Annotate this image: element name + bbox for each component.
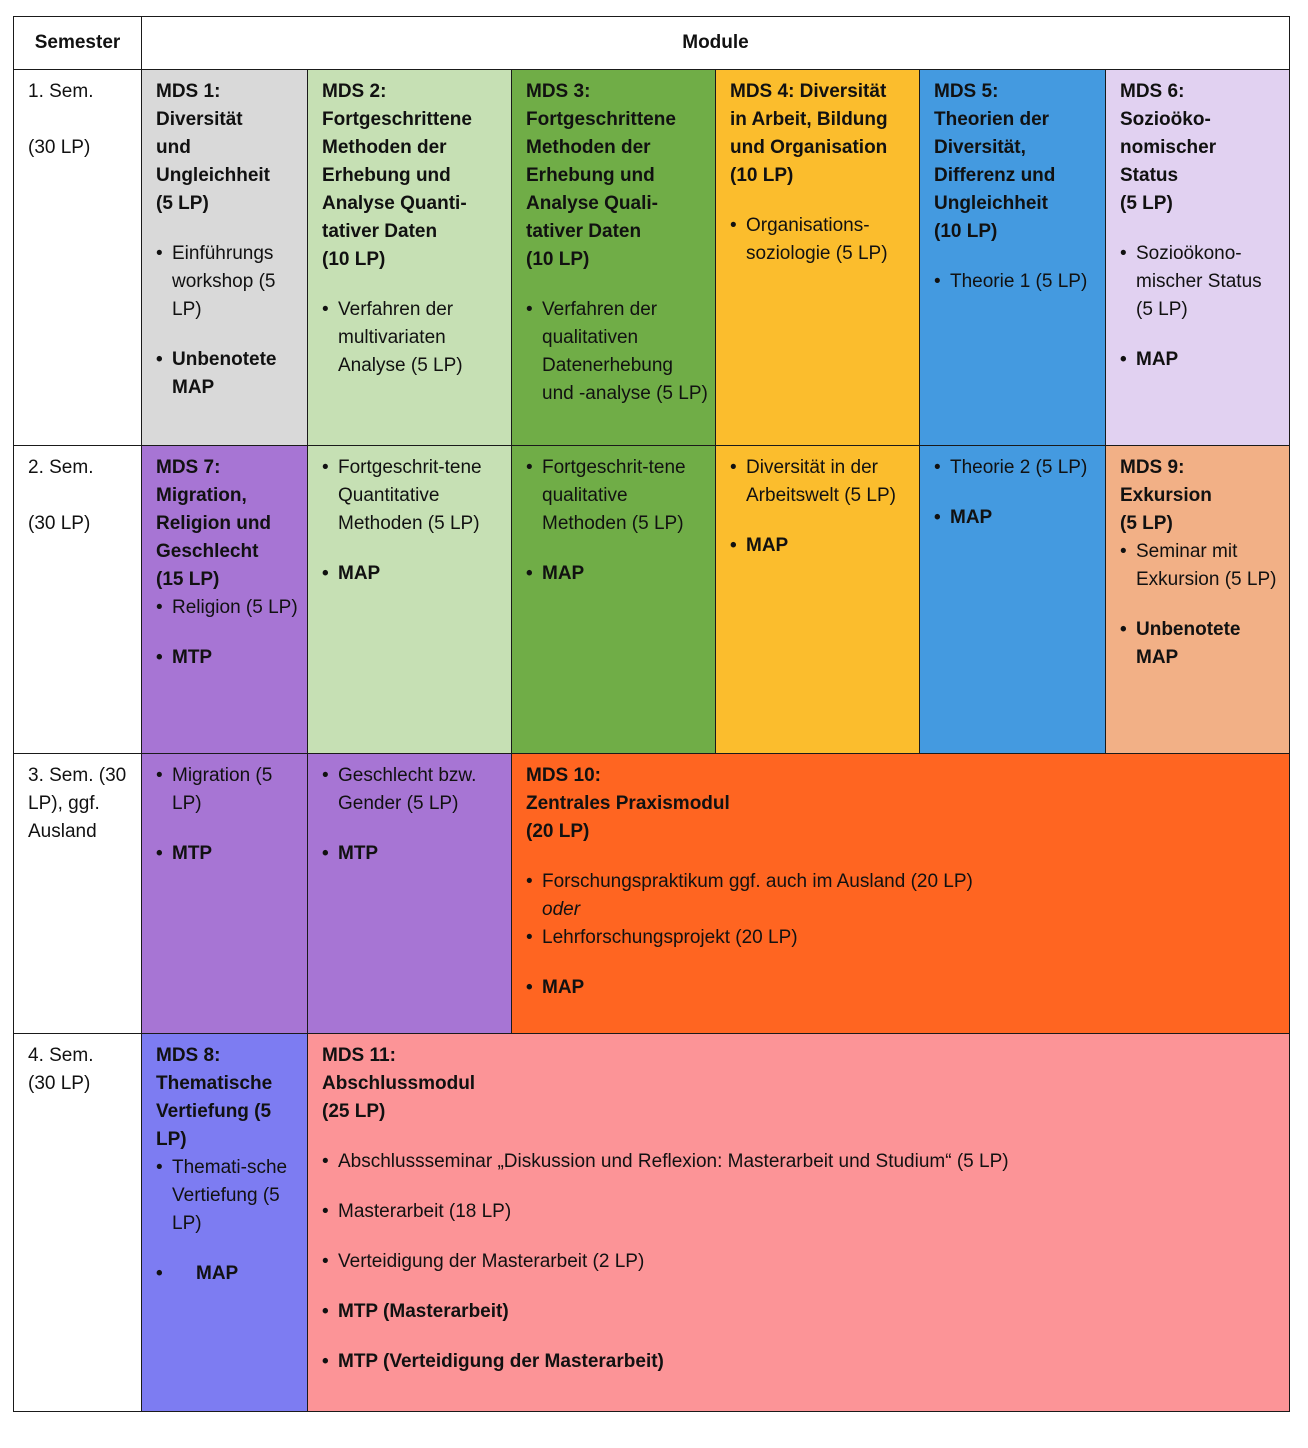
module-items bbox=[156, 1154, 301, 1288]
module-mds10 bbox=[512, 754, 1290, 1034]
module-mds3 bbox=[512, 70, 716, 446]
module-title: MDS 6: Sozioöko- nomischer Status (5 LP) bbox=[1120, 81, 1217, 214]
module-title: MDS 7: Migration, Religion und Geschlecht (15 LP) bbox=[156, 457, 272, 590]
module-items bbox=[322, 762, 505, 868]
list-item: • Unbenotete MAP bbox=[156, 346, 301, 402]
list-item: • MTP bbox=[156, 644, 301, 672]
module-mds2-cont bbox=[308, 446, 512, 754]
module-mds2 bbox=[308, 70, 512, 446]
semester-cell bbox=[14, 70, 142, 446]
semester-lp: (30 LP) bbox=[28, 513, 91, 534]
header-module: Module bbox=[142, 17, 1290, 70]
module-mds7 bbox=[142, 446, 308, 754]
list-item: • Einführungs workshop (5 LP) bbox=[156, 240, 301, 324]
module-title: MDS 1: Diversität und Ungleichheit (5 LP) bbox=[156, 81, 271, 214]
list-item: • Verfahren der qualitativen Datenerhebung und -analyse (5 LP) bbox=[526, 296, 709, 408]
module-mds11 bbox=[308, 1034, 1290, 1412]
module-mds5-cont bbox=[920, 446, 1106, 754]
module-mds1 bbox=[142, 70, 308, 446]
list-item: • Fortgeschrit-tene Quantitative Methoden (5 LP) bbox=[322, 454, 505, 538]
module-title: MDS 9: Exkursion (5 LP) bbox=[1120, 457, 1212, 534]
list-item: • Diversität in der Arbeitswelt (5 LP) bbox=[730, 454, 913, 510]
module-mds4 bbox=[716, 70, 920, 446]
module-items bbox=[526, 868, 1283, 896]
semester-label: 4. Sem. bbox=[28, 1045, 94, 1066]
module-mds4-cont bbox=[716, 446, 920, 754]
list-item: • Migration (5 LP) bbox=[156, 762, 301, 818]
list-item: • Geschlecht bzw. Gender (5 LP) bbox=[322, 762, 505, 818]
list-item: • Seminar mit Exkursion (5 LP) bbox=[1120, 538, 1283, 594]
module-mds3-cont bbox=[512, 446, 716, 754]
module-items bbox=[156, 240, 301, 402]
module-mds5 bbox=[920, 70, 1106, 446]
semester-cell bbox=[14, 446, 142, 754]
list-item: • Religion (5 LP) bbox=[156, 594, 301, 622]
list-item: • Forschungspraktikum ggf. auch im Ausland (20 LP) bbox=[526, 868, 1283, 896]
list-item: • MAP bbox=[730, 532, 913, 560]
module-plan-table bbox=[13, 16, 1290, 1412]
semester-lp: (30 LP) bbox=[28, 137, 91, 158]
list-item: • Fortgeschrit-tene qualitative Methoden (5 LP) bbox=[526, 454, 709, 538]
list-item: • MTP (Verteidigung der Masterarbeit) bbox=[322, 1348, 1283, 1376]
list-item: • Abschlussseminar „Diskussion und Reflexion: Masterarbeit und Studium“ (5 LP) bbox=[322, 1148, 1283, 1176]
semester-lp: (30 LP) bbox=[28, 1073, 91, 1094]
module-items bbox=[1120, 240, 1283, 374]
module-title: MDS 8: Thematische Vertiefung (5 LP) bbox=[156, 1045, 273, 1150]
row-sem3 bbox=[14, 754, 1290, 1034]
list-item: • MTP bbox=[322, 840, 505, 868]
module-items bbox=[322, 296, 505, 380]
list-item: • MAP bbox=[526, 560, 709, 588]
oder-text: oder bbox=[542, 899, 581, 920]
row-sem2 bbox=[14, 446, 1290, 754]
module-items bbox=[934, 454, 1099, 532]
module-items bbox=[156, 594, 301, 672]
module-items bbox=[1120, 538, 1283, 672]
list-item: • MTP (Masterarbeit) bbox=[322, 1298, 1283, 1326]
module-items bbox=[526, 296, 709, 408]
module-items bbox=[322, 1148, 1283, 1376]
list-item: • MAP bbox=[526, 974, 1283, 1002]
list-item: • Organisations-soziologie (5 LP) bbox=[730, 212, 913, 268]
list-item: • Sozioökono-mischer Status (5 LP) bbox=[1120, 240, 1283, 324]
list-item: • MAP bbox=[156, 1260, 301, 1288]
list-item: • Theorie 1 (5 LP) bbox=[934, 268, 1099, 296]
row-sem4 bbox=[14, 1034, 1290, 1412]
module-items bbox=[730, 454, 913, 560]
list-item: • Themati-sche Vertiefung (5 LP) bbox=[156, 1154, 301, 1238]
list-item: • MTP bbox=[156, 840, 301, 868]
row-sem1 bbox=[14, 70, 1290, 446]
module-title: MDS 4: Diversität in Arbeit, Bildung und Organisation (10 LP) bbox=[730, 81, 888, 186]
module-title: MDS 11: Abschlussmodul (25 LP) bbox=[322, 1045, 476, 1122]
list-item: • Theorie 2 (5 LP) bbox=[934, 454, 1099, 482]
list-item: • Verfahren der multivariaten Analyse (5 LP) bbox=[322, 296, 505, 380]
module-mds9 bbox=[1106, 446, 1290, 754]
semester-label: 2. Sem. bbox=[28, 457, 94, 478]
list-item: • Verteidigung der Masterarbeit (2 LP) bbox=[322, 1248, 1283, 1276]
module-title: MDS 5: Theorien der Diversität, Differenz und Ungleichheit (10 LP) bbox=[934, 81, 1056, 242]
module-title: MDS 3: Fortgeschrittene Methoden der Erhebung und Analyse Quali- tativer Daten (10 LP) bbox=[526, 81, 676, 270]
module-mds7-cont-a bbox=[142, 754, 308, 1034]
semester-cell bbox=[14, 1034, 142, 1412]
list-item: • Unbenotete MAP bbox=[1120, 616, 1283, 672]
semester-label: 3. Sem. (30 LP), ggf. Ausland bbox=[28, 765, 127, 842]
module-mds6 bbox=[1106, 70, 1290, 446]
module-mds8 bbox=[142, 1034, 308, 1412]
module-title: MDS 10: Zentrales Praxismodul (20 LP) bbox=[526, 765, 730, 842]
list-item: • Masterarbeit (18 LP) bbox=[322, 1198, 1283, 1226]
module-items bbox=[156, 762, 301, 868]
list-item: • MAP bbox=[322, 560, 505, 588]
module-items bbox=[730, 212, 913, 268]
module-items bbox=[322, 454, 505, 588]
list-item: • Lehrforschungsprojekt (20 LP) bbox=[526, 924, 1283, 952]
module-mds7-cont-b bbox=[308, 754, 512, 1034]
list-item: • MAP bbox=[1120, 346, 1283, 374]
module-items bbox=[934, 268, 1099, 296]
module-title: MDS 2: Fortgeschrittene Methoden der Erhebung und Analyse Quanti- tativer Daten (10 LP) bbox=[322, 81, 472, 270]
header-semester: Semester bbox=[14, 17, 142, 70]
module-items bbox=[526, 454, 709, 588]
semester-cell bbox=[14, 754, 142, 1034]
header-row bbox=[14, 17, 1290, 70]
semester-label: 1. Sem. bbox=[28, 81, 94, 102]
module-items bbox=[526, 924, 1283, 1002]
list-item: • MAP bbox=[934, 504, 1099, 532]
